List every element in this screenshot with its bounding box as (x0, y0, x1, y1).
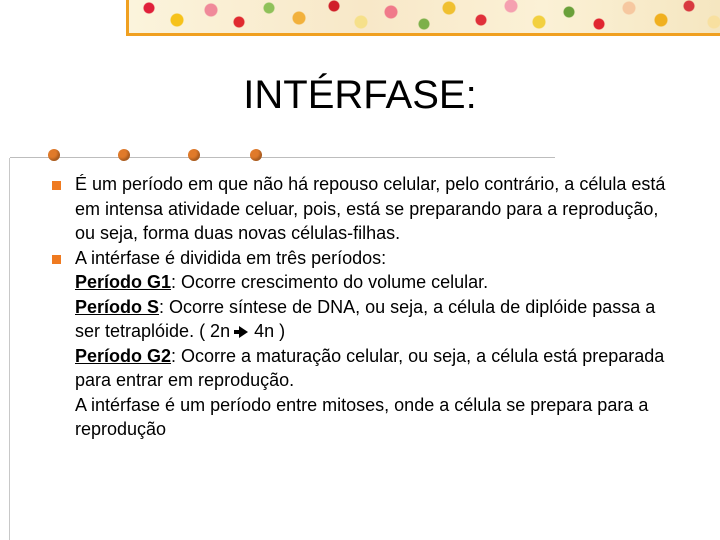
divider-dot (250, 149, 262, 161)
closing-text: A intérfase é um período entre mitoses, onde a célula se prepara para a reprodução (75, 394, 649, 439)
slide-title: INTÉRFASE: (243, 73, 477, 117)
title-divider (10, 157, 555, 158)
banner-frame (126, 0, 720, 36)
period-text: : Ocorre crescimento do volume celular. (171, 272, 489, 292)
period-item (52, 295, 672, 344)
period-label: Período G1 (75, 272, 172, 292)
period-item (52, 270, 672, 295)
right-arrow-icon (239, 326, 248, 338)
period-text: : Ocorre síntese de DNA, ou seja, a célula de diplóide passa a ser tetraplóide. ( 2n (75, 296, 656, 341)
period-label: Período G2 (75, 345, 172, 366)
bullet-item (52, 172, 672, 246)
slide-content (52, 172, 672, 442)
floral-banner (126, 0, 720, 36)
period-text: : Ocorre a maturação celular, ou seja, a célula está preparada para entrar em reprodução. (75, 345, 665, 390)
left-rule (9, 158, 10, 540)
bullet-text: É um período em que não há repouso celular, pelo contrário, a célula está em intensa atividade celuar, pois, está se preparando para a reprodução, ou seja, forma duas novas células-filhas. (75, 174, 666, 243)
period-item (52, 344, 672, 393)
square-bullet-icon (52, 255, 61, 264)
divider-dot (188, 149, 200, 161)
divider-dot (118, 149, 130, 161)
period-label: Período S (75, 296, 160, 317)
square-bullet-icon (52, 181, 61, 190)
bullet-item (52, 246, 672, 271)
divider-dot (48, 149, 60, 161)
bullet-text: A intérfase é dividida em três períodos: (75, 247, 387, 268)
period-text-after: 4n ) (254, 321, 286, 341)
